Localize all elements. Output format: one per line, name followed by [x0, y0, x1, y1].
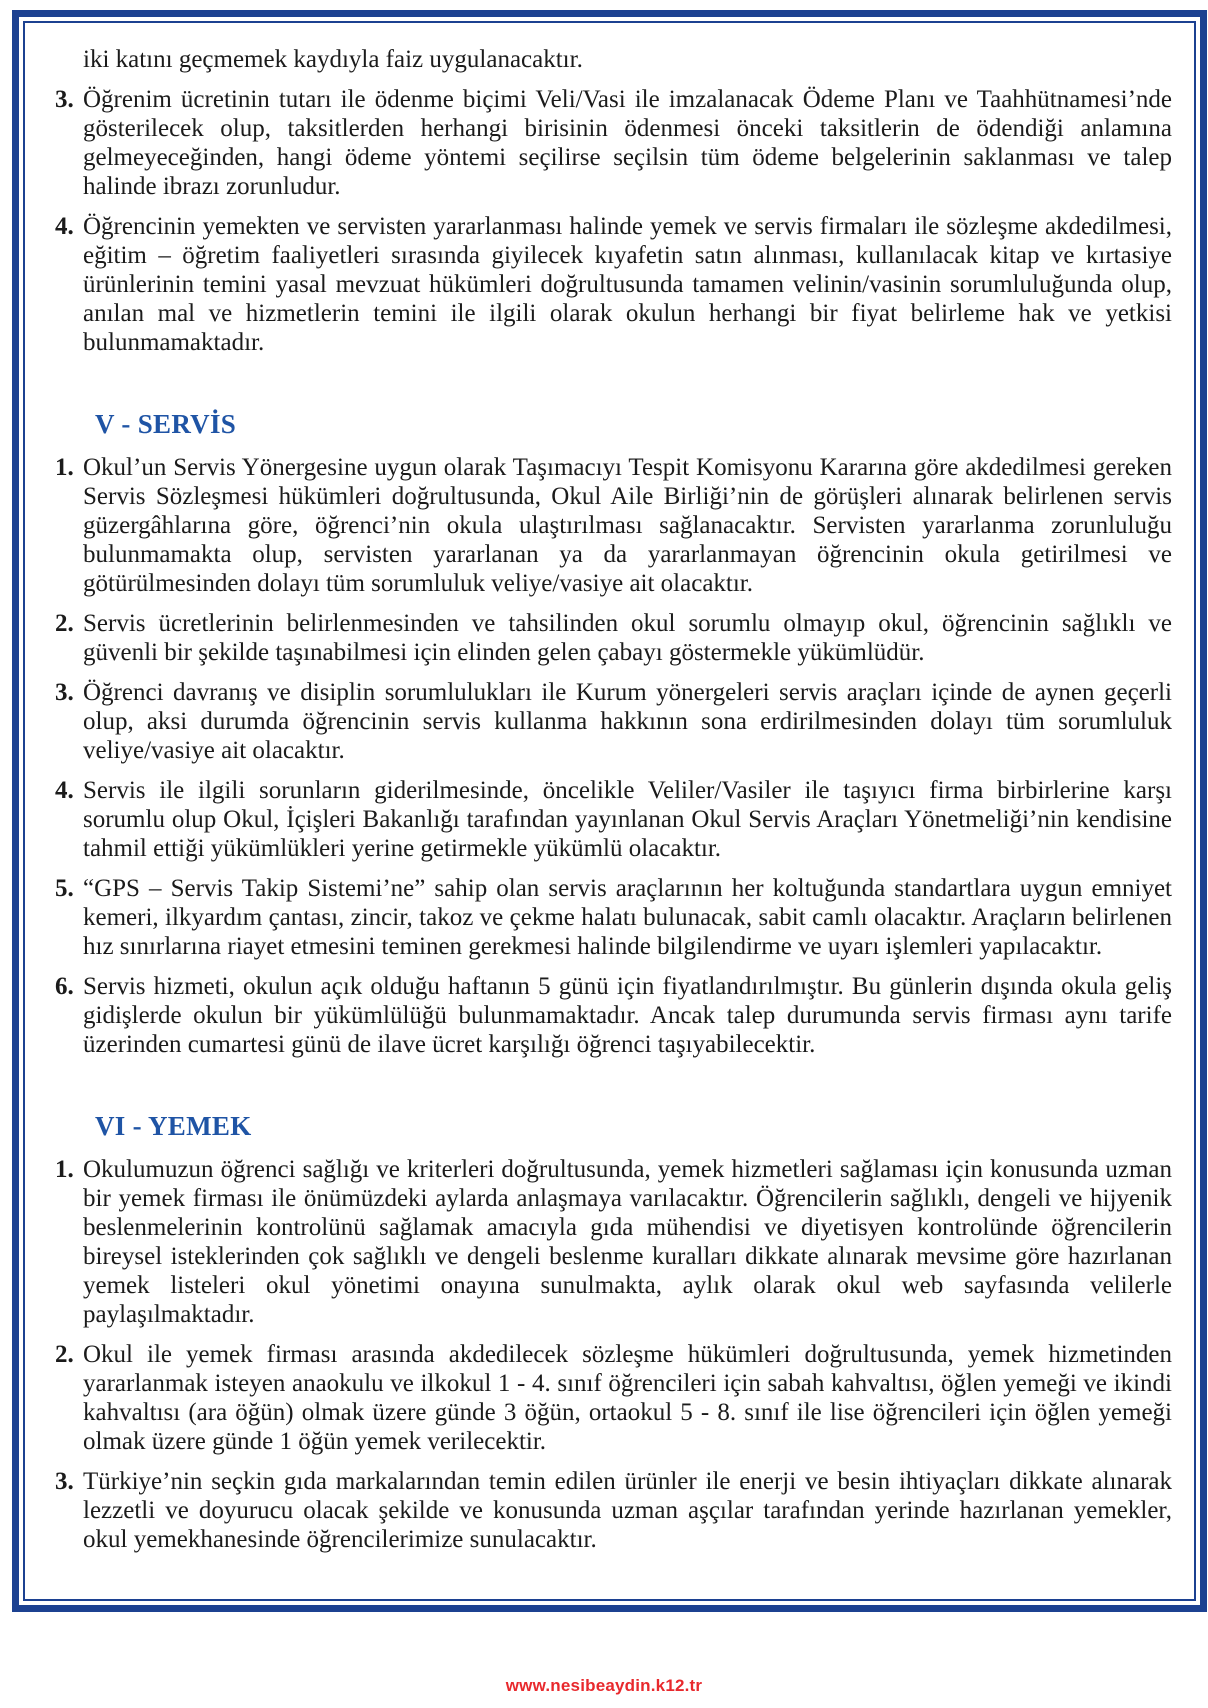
- list-item: [55, 609, 1172, 667]
- list-item: [55, 212, 1172, 357]
- list-item: [55, 1467, 1172, 1554]
- list-item: [55, 972, 1172, 1059]
- list-item: [55, 453, 1172, 598]
- continuation-paragraph: iki katını geçmemek kaydıyla faiz uygulanacaktır.: [83, 46, 583, 73]
- item-number: 2.: [55, 1341, 74, 1368]
- document-body: [55, 45, 1172, 1554]
- item-number: 3.: [55, 679, 74, 706]
- item-number: 4.: [55, 777, 74, 804]
- page-border-inner: [23, 21, 1196, 1601]
- item-number: 3.: [55, 1468, 74, 1495]
- item-number: 1.: [55, 1156, 74, 1183]
- item-number: 4.: [55, 213, 74, 240]
- item-text: Öğrenim ücretinin tutarı ile ödenme biçimi Veli/Vasi ile imzalanacak Ödeme Planı ve Taahhütnamesi’nde gösterilecek olup, taksitlerden herhangi birisinin ödenmesi önceki taksitlerin de ödendiği anlamına gelmeyeceğinden, hangi ödeme yöntemi seçilirse seçilsin tüm ödeme belgelerinin saklanması ve talep halinde ibrazı zorunludur.: [83, 86, 1172, 200]
- list-item: [55, 678, 1172, 765]
- list-item: [55, 1155, 1172, 1329]
- list-item: [55, 1340, 1172, 1456]
- item-text: Türkiye’nin seçkin gıda markalarından temin edilen ürünler ile enerji ve besin ihtiyaçları dikkate alınarak lezzetli ve doyurucu olacak şekilde ve konusunda uzman aşçılar tarafından yerinde hazırlanan yemekler, okul yemekhanesinde öğrencilerimize sunulacaktır.: [83, 1468, 1172, 1553]
- item-number: 5.: [55, 875, 74, 902]
- item-text: Servis ücretlerinin belirlenmesinden ve tahsilinden okul sorumlu olmayıp okul, öğrencinin sağlıklı ve güvenli bir şekilde taşınabilmesi için elinden gelen çabayı göstermekle yükümlüdür.: [83, 610, 1172, 666]
- item-text: Okul ile yemek firması arasında akdedilecek sözleşme hükümleri doğrultusunda, yemek hizmetinden yararlanmak isteyen anaokulu ve ilkokul 1 - 4. sınıf öğrencileri için sabah kahvaltısı, öğlen yemeği ve ikindi kahvaltısı (ara öğün) olmak üzere günde 3 öğün, ortaokul 5 - 8. sınıf ile lise öğrencileri için öğlen yemeği olmak üzere günde 1 öğün yemek verilecektir.: [83, 1341, 1172, 1455]
- item-text: Servis ile ilgili sorunların giderilmesinde, öncelikle Veliler/Vasiler ile taşıyıcı firma birbirlerine karşı sorumlu olup Okul, İçişleri Bakanlığı tarafından yayınlanan Okul Servis Araçları Yönetmeliği’nin kendisine tahmil ettiği yükümlükleri yerine getirmekle yükümlü olacaktır.: [83, 777, 1172, 862]
- item-text: Öğrencinin yemekten ve servisten yararlanması halinde yemek ve servis firmaları ile sözleşme akdedilmesi, eğitim – öğretim faaliyetleri sırasında giyilecek kıyafetin satın alınması, kullanılacak kitap ve kırtasiye ürünlerinin temini yasal mevzuat hükümleri doğrultusunda tamamen velinin/vasinin sorumluluğunda olup, anılan mal ve hizmetlerin temini ile ilgili olarak okulun herhangi bir fiyat belirleme hak ve yetkisi bulunmamaktadır.: [83, 213, 1172, 356]
- section-title-servis: V - SERVİS: [95, 409, 237, 439]
- footer-url: www.nesibeaydin.k12.tr: [505, 1676, 703, 1695]
- item-text: Okul’un Servis Yönergesine uygun olarak Taşımacıyı Tespit Komisyonu Kararına göre akdedilmesi gereken Servis Sözleşmesi hükümleri doğrultusunda, Okul Aile Birliği’nin de görüşleri alınarak belirlenen servis güzergâhlarına göre, öğrenci’nin okula ulaştırılması sağlanacaktır. Servisten yararlanma zorunluluğu bulunmamakta olup, servisten yararlanan ya da yararlanmayan öğrencinin okula getirilmesi ve götürülmesinden dolayı tüm sorumluluk veliye/vasiye ait olacaktır.: [83, 454, 1172, 597]
- list-item: [55, 776, 1172, 863]
- item-number: 2.: [55, 610, 74, 637]
- item-text: Servis hizmeti, okulun açık olduğu haftanın 5 günü için fiyatlandırılmıştır. Bu günlerin dışında okula geliş gidişlerde okulun bir yükümlülüğü bulunmamaktadır. Ancak talep durumunda servis firması aynı tarife üzerinden cumartesi günü de ilave ücret karşılığı öğrenci taşıyabilecektir.: [83, 973, 1172, 1058]
- list-item: [55, 85, 1172, 201]
- page-border-frame: [12, 10, 1207, 1612]
- item-text: Öğrenci davranış ve disiplin sorumlulukları ile Kurum yönergeleri servis araçları içinde de aynen geçerli olup, aksi durumda öğrencinin servis kullanma hakkının sona erdirilmesinden dolayı tüm sorumluluk veliye/vasiye ait olacaktır.: [83, 679, 1172, 764]
- item-text: “GPS – Servis Takip Sistemi’ne” sahip olan servis araçlarının her koltuğunda standartlara uygun emniyet kemeri, ilkyardım çantası, zincir, takoz ve çekme halatı bulunacak, sabit camlı olacaktır. Araçların belirlenen hız sınırlarına riayet etmesini teminen gerekmesi halinde bilgilendirme ve uyarı işlemleri yapılacaktır.: [83, 875, 1172, 960]
- section-title-yemek: VI - YEMEK: [95, 1111, 252, 1141]
- item-number: 6.: [55, 973, 74, 1000]
- item-number: 3.: [55, 86, 74, 113]
- item-number: 1.: [55, 454, 74, 481]
- item-text: Okulumuzun öğrenci sağlığı ve kriterleri doğrultusunda, yemek hizmetleri sağlaması için konusunda uzman bir yemek firması ile önümüzdeki aylarda anlaşmaya varılacaktır. Öğrencilerin sağlıklı, dengeli ve hijyenik beslenmelerinin kontrolünü sağlamak amacıyla gıda mühendisi ve diyetisyen kontrolünde öğrencilerin bireysel isteklerinden çok sağlıklı ve dengeli beslenme kuralları dikkate alınarak mevsime göre hazırlanan yemek listeleri okul yönetimi onayına sunulmakta, aylık olarak okul web sayfasında velilerle paylaşılmaktadır.: [83, 1156, 1172, 1328]
- page-footer: [0, 1676, 1208, 1696]
- list-item: [55, 874, 1172, 961]
